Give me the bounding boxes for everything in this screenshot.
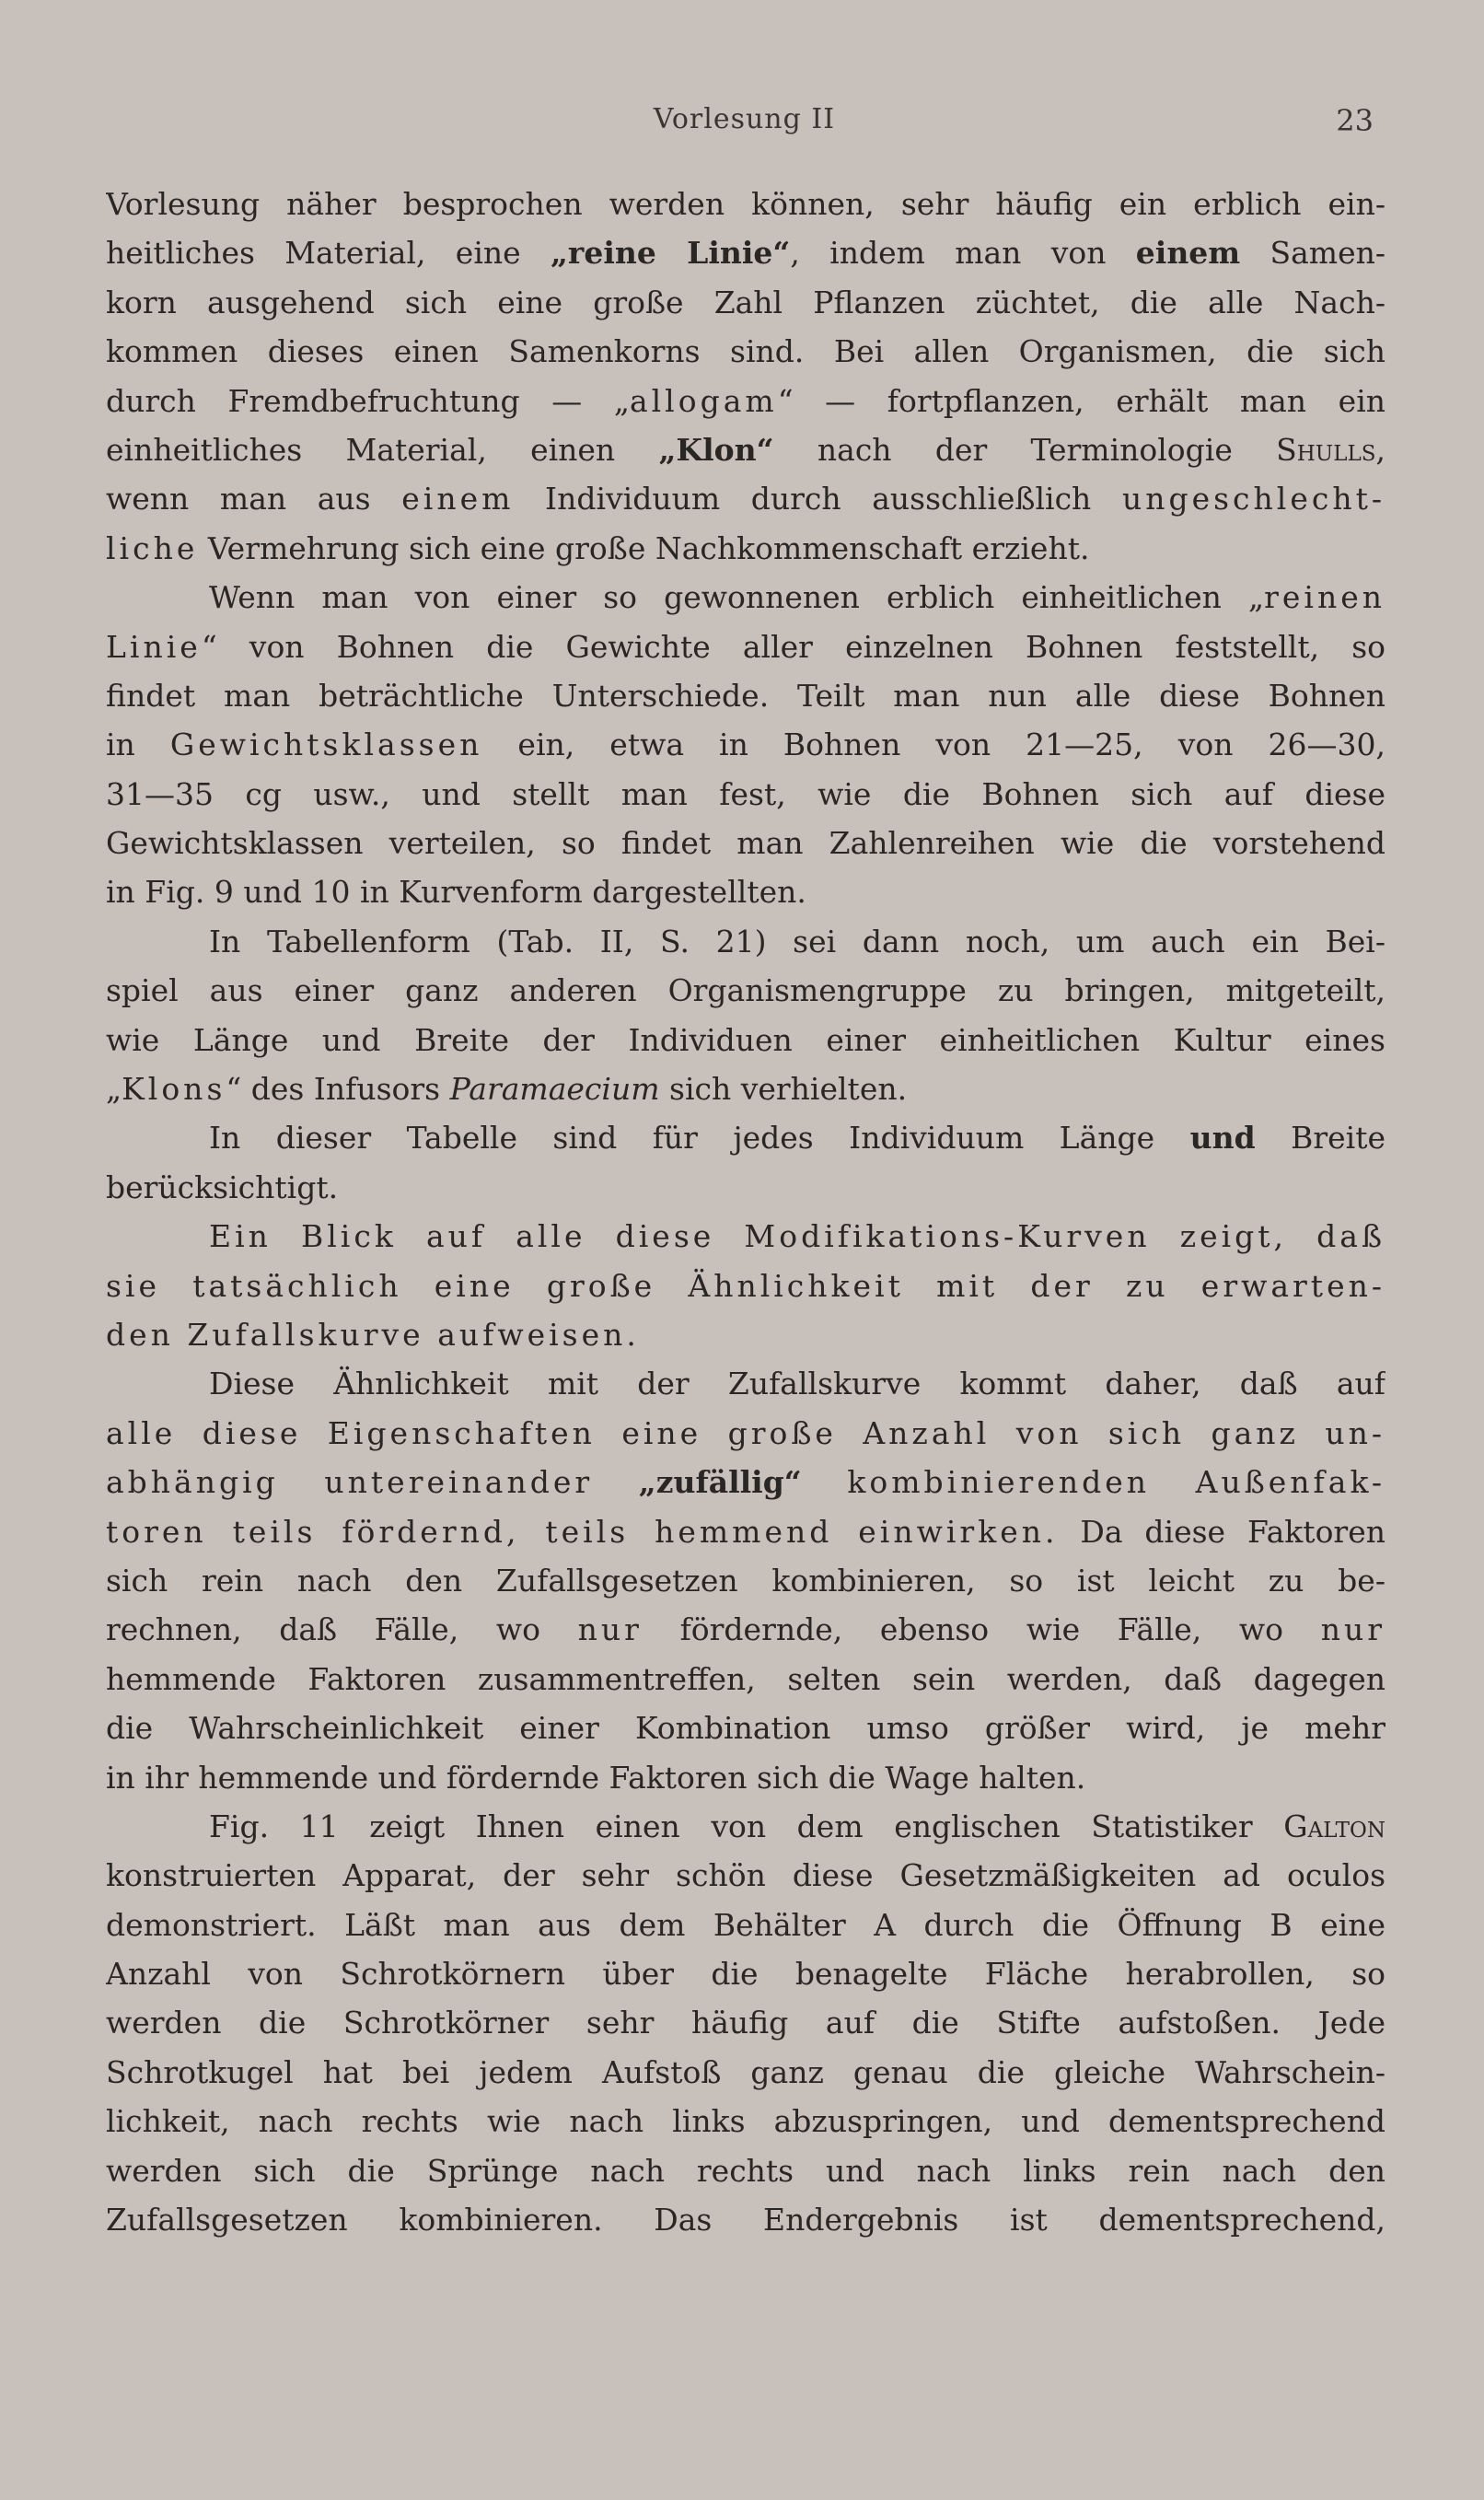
text-line: Schrotkugel hat bei jedem Aufstoß ganz genau die gleiche Wahrschein- (106, 2053, 1385, 2090)
text-line: hemmende Faktoren zusammentreffen, selten sein werden, daß dagegen (106, 1660, 1385, 1697)
text-line: demonstriert. Läßt man aus dem Behälter A durch die Öffnung B eine (106, 1906, 1385, 1943)
text-line: Anzahl von Schrotkörnern über die benagelte Fläche herabrollen, so (106, 1956, 1385, 1993)
text-line: Gewichtsklassen verteilen, so findet man Zahlenreihen wie die vorstehend (106, 825, 1385, 862)
text-line: werden sich die Sprünge nach rechts und nach links rein nach den (106, 2152, 1385, 2189)
text-line: Zufallsgesetzen kombinieren. Das Endergebnis ist dementsprechend, (106, 2202, 1385, 2238)
text-line: wie Länge und Breite der Individuen einer einheitlichen Kultur eines (106, 1021, 1385, 1058)
text-line: lichkeit, nach rechts wie nach links abzuspringen, und dementsprechend (106, 2103, 1385, 2140)
text-line: Vorlesung näher besprochen werden können, sehr häufig ein erblich ein- (106, 186, 1385, 222)
text-line: berücksichtigt. (106, 1169, 339, 1205)
spaced-einem: einem (401, 481, 515, 517)
text-line: sie tatsächlich eine große Ähnlichkeit mit der zu erwarten- (106, 1267, 1385, 1304)
spaced-nur: nur (577, 1611, 643, 1648)
text-line: Ein Blick auf alle diese Modifikations-Kurven zeigt, daß (209, 1218, 1385, 1255)
text-line: findet man beträchtliche Unterschiede. Teilt man nun alle diese Bohnen (106, 677, 1385, 714)
text-line: wenn man aus einem Individuum durch ausschließlich ungeschlecht- (106, 481, 1385, 517)
emphasis-und: und (1189, 1120, 1256, 1157)
page-number: 23 (1336, 103, 1374, 138)
text-line: sich rein nach den Zufallsgesetzen kombinieren, so ist leicht zu be- (106, 1562, 1385, 1599)
spaced-phrase: toren teils fördernd, teils hemmend einwirken. (106, 1513, 1059, 1550)
body-text (106, 180, 1385, 2244)
emphasis-einem: einem (1135, 235, 1241, 272)
emphasis-klon: „Klon“ (658, 431, 774, 468)
text-line: „Klons“ des Infusors Paramaecium sich verhielten. (106, 1071, 908, 1108)
text-line: durch Fremdbefruchtung — „allogam“ — fortpflanzen, erhält man ein (106, 382, 1385, 419)
author-galton: Galton (1283, 1808, 1385, 1844)
text-line: rechnen, daß Fälle, wo nur fördernde, ebenso wie Fälle, wo nur (106, 1611, 1385, 1648)
text-line: die Wahrscheinlichkeit einer Kombination umso größer wird, je mehr (106, 1710, 1385, 1747)
text-line: Wenn man von einer so gewonnenen erblich einheitlichen „reinen (209, 579, 1385, 616)
spaced-liche: liche (106, 529, 199, 566)
text-line: alle diese Eigenschaften eine große Anzahl von sich ganz un- (106, 1414, 1385, 1451)
emphasis-zufaellig: „zufällig“ (638, 1464, 802, 1501)
taxon-paramaecium: Paramaecium (449, 1071, 660, 1108)
spaced-gewichtsklassen: Gewichtsklassen (169, 727, 483, 763)
text-line: konstruierten Apparat, der sehr schön diese Gesetzmäßigkeiten ad oculos (106, 1857, 1385, 1894)
text-line: Fig. 11 zeigt Ihnen einen von dem englischen Statistiker Galton (209, 1808, 1385, 1844)
spaced-nur: nur (1320, 1611, 1385, 1648)
text-line: in ihr hemmende und fördernde Faktoren sich die Wage halten. (106, 1759, 1086, 1796)
running-head: Vorlesung II (653, 103, 836, 135)
text-line: Diese Ähnlichkeit mit der Zufallskurve kommt daher, daß auf (209, 1366, 1385, 1402)
text-line: werden die Schrotkörner sehr häufig auf die Stifte aufstoßen. Jede (106, 2005, 1385, 2041)
text-line: in Gewichtsklassen ein, etwa in Bohnen von 21—25, von 26—30, (106, 727, 1385, 763)
text-line: spiel aus einer ganz anderen Organismengruppe zu bringen, mitgeteilt, (106, 972, 1385, 1009)
author-shulls: Shulls (1276, 431, 1376, 468)
text-line: heitliches Material, eine „reine Linie“, indem man von einem Samen- (106, 235, 1385, 272)
text-line: toren teils fördernd, teils hemmend einwirken. Da diese Faktoren (106, 1513, 1385, 1550)
emphasis-reine-linie: „reine Linie“ (550, 235, 791, 272)
text-line: In Tabellenform (Tab. II, S. 21) sei dann noch, um auch ein Bei- (209, 923, 1385, 959)
text-line: liche Vermehrung sich eine große Nachkommenschaft erzieht. (106, 529, 1090, 566)
text-line: den Zufallskurve aufweisen. (106, 1316, 640, 1353)
spaced-klons: Klons (122, 1071, 226, 1108)
spaced-ungeschlecht: ungeschlecht- (1121, 481, 1385, 517)
spaced-linie: Linie (106, 628, 202, 665)
text-line: 31—35 cg usw., und stellt man fest, wie die Bohnen sich auf diese (106, 775, 1385, 812)
spaced-allogam: allogam (629, 382, 778, 419)
text-line: einheitliches Material, einen „Klon“ nach der Terminologie Shulls, (106, 431, 1385, 468)
spaced-reinen: reinen (1264, 579, 1385, 616)
text-line: korn ausgehend sich eine große Zahl Pflanzen züchtet, die alle Nach- (106, 284, 1385, 320)
text-line: in Fig. 9 und 10 in Kurvenform dargestellten. (106, 874, 806, 911)
text-line: In dieser Tabelle sind für jedes Individuum Länge und Breite (209, 1120, 1385, 1157)
text-line: kommen dieses einen Samenkorns sind. Bei allen Organismen, die sich (106, 333, 1385, 370)
page-header (106, 103, 1383, 149)
text-line: Linie“ von Bohnen die Gewichte aller einzelnen Bohnen feststellt, so (106, 628, 1385, 665)
text-line: abhängig untereinander „zufällig“ kombinierenden Außenfak- (106, 1464, 1385, 1501)
